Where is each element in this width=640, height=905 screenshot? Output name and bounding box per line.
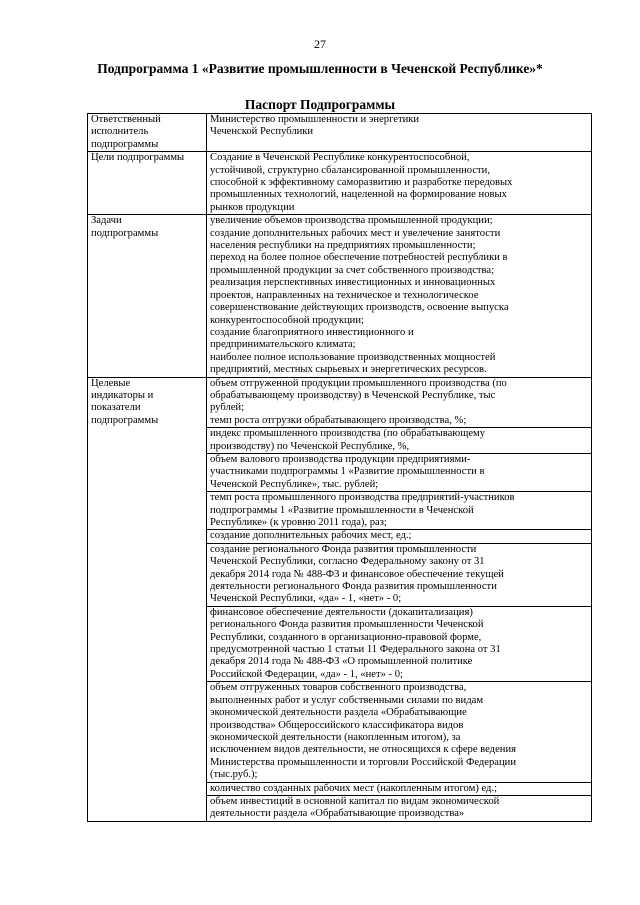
indicator-item (207, 530, 591, 543)
content-line: Чеченской Республики, «да» - 1, «нет» - 0; (210, 593, 402, 605)
content-line: предусмотренной частью 1 статьи 11 Федерального закона от 31 (210, 644, 501, 656)
table-row (88, 114, 592, 152)
content-line: подпрограммы 1 «Развитие промышленности в Чеченской (210, 504, 474, 516)
indicator-item (207, 428, 591, 454)
content-line: рублей; (210, 402, 245, 414)
indicator-item (207, 492, 591, 530)
indicator-item (207, 378, 591, 429)
content-line: Министерства промышленности и торговли Российской Федерации (210, 756, 517, 768)
indicator-item (207, 796, 591, 821)
content-line: увеличение объемов производства промышленной продукции; (210, 215, 493, 227)
content-line: устойчивой, структурно сбалансированной промышленности, (210, 164, 490, 176)
content-line: переход на более полное обеспечение потребностей республики в (210, 252, 508, 264)
content-line: деятельности регионального Фонда развития промышленности (210, 581, 497, 593)
document-title: Подпрограмма 1 «Развитие промышленности в Чеченской Республике»* (97, 61, 543, 76)
content-line: декабря 2014 года № 488-ФЗ и финансовое обеспечение текущей (210, 568, 504, 580)
content-line: (тыс.руб.); (210, 769, 258, 781)
content-line: исключением видов деятельности, не относящихся к сфере ведения (210, 744, 516, 756)
label-line: исполнитель (91, 126, 149, 138)
content-line: производству) по Чеченской Республике, %, (210, 440, 410, 452)
content-line: Российской Федерации, «да» - 1, «нет» - 0; (210, 668, 403, 680)
content-line: объем валового производства продукции предприятиями- (210, 453, 471, 465)
indicator-item (207, 454, 591, 492)
content-line: объем отгруженной продукции промышленного производства (по (210, 377, 507, 389)
label-line: Ответственный (91, 114, 161, 125)
content-line: темп роста промышленного производства предприятий-участников (210, 492, 515, 504)
content-line: рынков продукции (210, 201, 295, 213)
content-line: создание дополнительных рабочих мест и увелечение занятости (210, 227, 501, 239)
label-line: Задачи (91, 215, 122, 227)
content-line: предприятий, местных сырьевых и энергетических ресурсов. (210, 364, 487, 376)
content-line: Чеченской Республики (210, 126, 314, 138)
indicator-item (207, 682, 591, 782)
content-line: конкурентоспособной продукции; (210, 314, 364, 326)
label-line: показатели (91, 402, 141, 414)
content-line: темп роста отгрузки обрабатывающего производства, %; (210, 414, 467, 426)
content-line: создание благоприятного инвестиционного и (210, 326, 414, 338)
content-line: Чеченской Республике», тыс. рублей; (210, 478, 379, 490)
label-line: Целевые (91, 377, 131, 389)
content-line: Чеченской Республики, согласно Федеральному закону от 31 (210, 556, 485, 568)
indicator-item (207, 783, 591, 796)
content-line: предпринимательского климата; (210, 339, 356, 351)
row-label (88, 152, 207, 215)
content-line: Республике» (к уровню 2011 года), раз; (210, 517, 387, 528)
content-line: проектов, направленных на техническое и технологическое (210, 289, 479, 301)
content-line: наиболее полное использование производственных мощностей (210, 351, 496, 363)
indicator-item (207, 607, 591, 682)
passport-table (87, 113, 592, 822)
row-content (207, 152, 592, 215)
label-line: подпрограммы (91, 414, 159, 426)
row-content (207, 215, 592, 377)
label-line: индикаторы и (91, 389, 154, 401)
content-line: финансовое обеспечение деятельности (докапитализация) (210, 606, 473, 618)
indicators-label (88, 377, 207, 821)
indicators-content (207, 377, 592, 821)
content-line: совершенствование действующих производств, освоение выпуска (210, 302, 509, 314)
content-line: декабря 2014 года № 488-ФЗ «О промышленной политике (210, 656, 473, 668)
page-number: 27 (314, 37, 326, 51)
row-label (88, 114, 207, 152)
indicator-item (207, 544, 591, 607)
content-line: выполненных работ и услуг собственными силами по видам (210, 694, 484, 706)
passport-title: Паспорт Подпрограммы (244, 97, 396, 112)
content-line: Республики, созданного в организационно-правовой форме, (210, 631, 482, 643)
content-line: Министерство промышленности и энергетики (210, 114, 420, 125)
content-line: промышленной продукции за счет собственного производства; (210, 264, 495, 276)
content-line: создание регионального Фонда развития промышленности (210, 543, 477, 555)
content-line: населения республики на предприятиях промышленности; (210, 240, 476, 252)
content-line: Создание в Чеченской Республике конкурентоспособной, (210, 152, 470, 164)
content-line: способной к эффективному саморазвитию и разработке передовых (210, 177, 513, 189)
table-row (88, 215, 592, 377)
content-line: реализация перспективных инвестиционных и инновационных (210, 277, 496, 289)
content-line: обрабатывающему производству) в Чеченской Республике, тыс (210, 389, 496, 401)
content-line: индекс промышленного производства (по обрабатывающему (210, 428, 486, 440)
content-line: производства» Общероссийского классификатора видов (210, 719, 464, 731)
content-line: количество созданных рабочих мест (накопленным итогом) ед.; (210, 782, 498, 794)
table-row (88, 377, 592, 821)
content-line: экономической деятельности (накопленным итогом), за (210, 731, 461, 743)
content-line: объем инвестиций в основной капитал по видам экономической (210, 795, 500, 807)
content-line: создание дополнительных рабочих мест, ед.; (210, 530, 412, 542)
content-line: регионального Фонда развития промышленности Чеченской (210, 619, 484, 631)
row-content (207, 114, 592, 152)
table-row (88, 152, 592, 215)
row-label (88, 215, 207, 377)
label-line: подпрограммы (91, 138, 159, 150)
label-line: Цели подпрограммы (91, 152, 185, 164)
content-line: участниками подпрограммы 1 «Развитие промышленности в (210, 466, 485, 478)
content-line: экономической деятельности раздела «Обрабатывающие (210, 707, 467, 719)
label-line: подпрограммы (91, 227, 159, 239)
content-line: объем отгруженных товаров собственного производства, (210, 682, 467, 694)
content-line: промышленных технологий, нацеленной на формирование новых (210, 189, 507, 201)
content-line: деятельности раздела «Обрабатывающие производства» (210, 808, 465, 820)
